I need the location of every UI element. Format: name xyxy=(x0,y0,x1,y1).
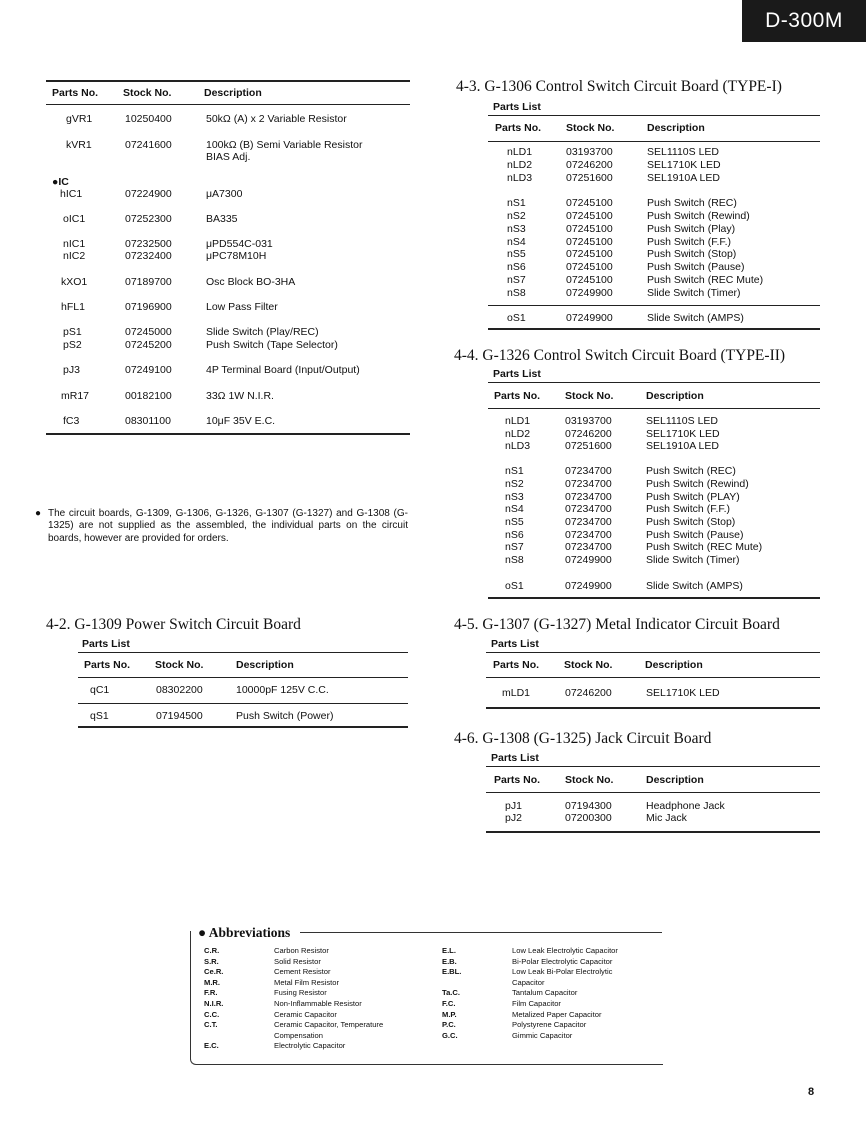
parts-list-label: Parts List xyxy=(491,638,539,650)
model-badge: D-300M xyxy=(742,0,866,42)
parts-list-label: Parts List xyxy=(493,368,541,380)
abbr-right-list: E.L. Low Leak Electrolytic Capacitor E.B. Bi-Polar Electrolytic Capacitor E.BL. Low Leak Bi-Polar Electrolytic Capacitor Ta.C. Tantalum Capacitor F.C. Film Capacitor M.P. Metalized Paper Capacitor P.C. Polystyrene Capacitor G.C. Gimmic Capacitor xyxy=(442,946,618,1040)
parts-list-label: Parts List xyxy=(82,638,130,650)
abbr-left-list: C.R. Carbon Resistor S.R. Solid Resistor Ce.R. Cement Resistor M.R. Metal Film Resistor F.R. Fusing Resistor N.I.R. Non-Inflammable Resistor C.C. Ceramic Capacitor C.T. Ceramic Capacitor, Temperature Compensation E.C. Electrolytic Capacitor xyxy=(204,946,384,1051)
page-number: 8 xyxy=(808,1086,815,1098)
col-parts-no: Parts No. xyxy=(52,87,99,99)
section-title: 4-5. G-1307 (G-1327) Metal Indicator Circuit Board xyxy=(454,616,780,633)
abbreviations-title: ● Abbreviations xyxy=(198,925,291,940)
ic-group-label: ●IC xyxy=(52,176,69,188)
col-stock-no: Stock No. xyxy=(123,87,172,99)
section-title: 4-6. G-1308 (G-1325) Jack Circuit Board xyxy=(454,730,712,747)
supply-note: ● The circuit boards, G-1309, G-1306, G-1326, G-1307 (G-1327) and G-1308 (G-1325) are not supplied as the assembled, the individual parts on the circuit boards, however are provided for orders. xyxy=(35,508,408,544)
parts-list-label: Parts List xyxy=(493,101,541,113)
parts-list-label: Parts List xyxy=(491,752,539,764)
col-description: Description xyxy=(204,87,262,99)
section-title: 4-4. G-1326 Control Switch Circuit Board (TYPE-II) xyxy=(454,347,786,364)
section-title: 4-3. G-1306 Control Switch Circuit Board (TYPE-I) xyxy=(456,78,782,95)
section-title: 4-2. G-1309 Power Switch Circuit Board xyxy=(46,616,301,633)
